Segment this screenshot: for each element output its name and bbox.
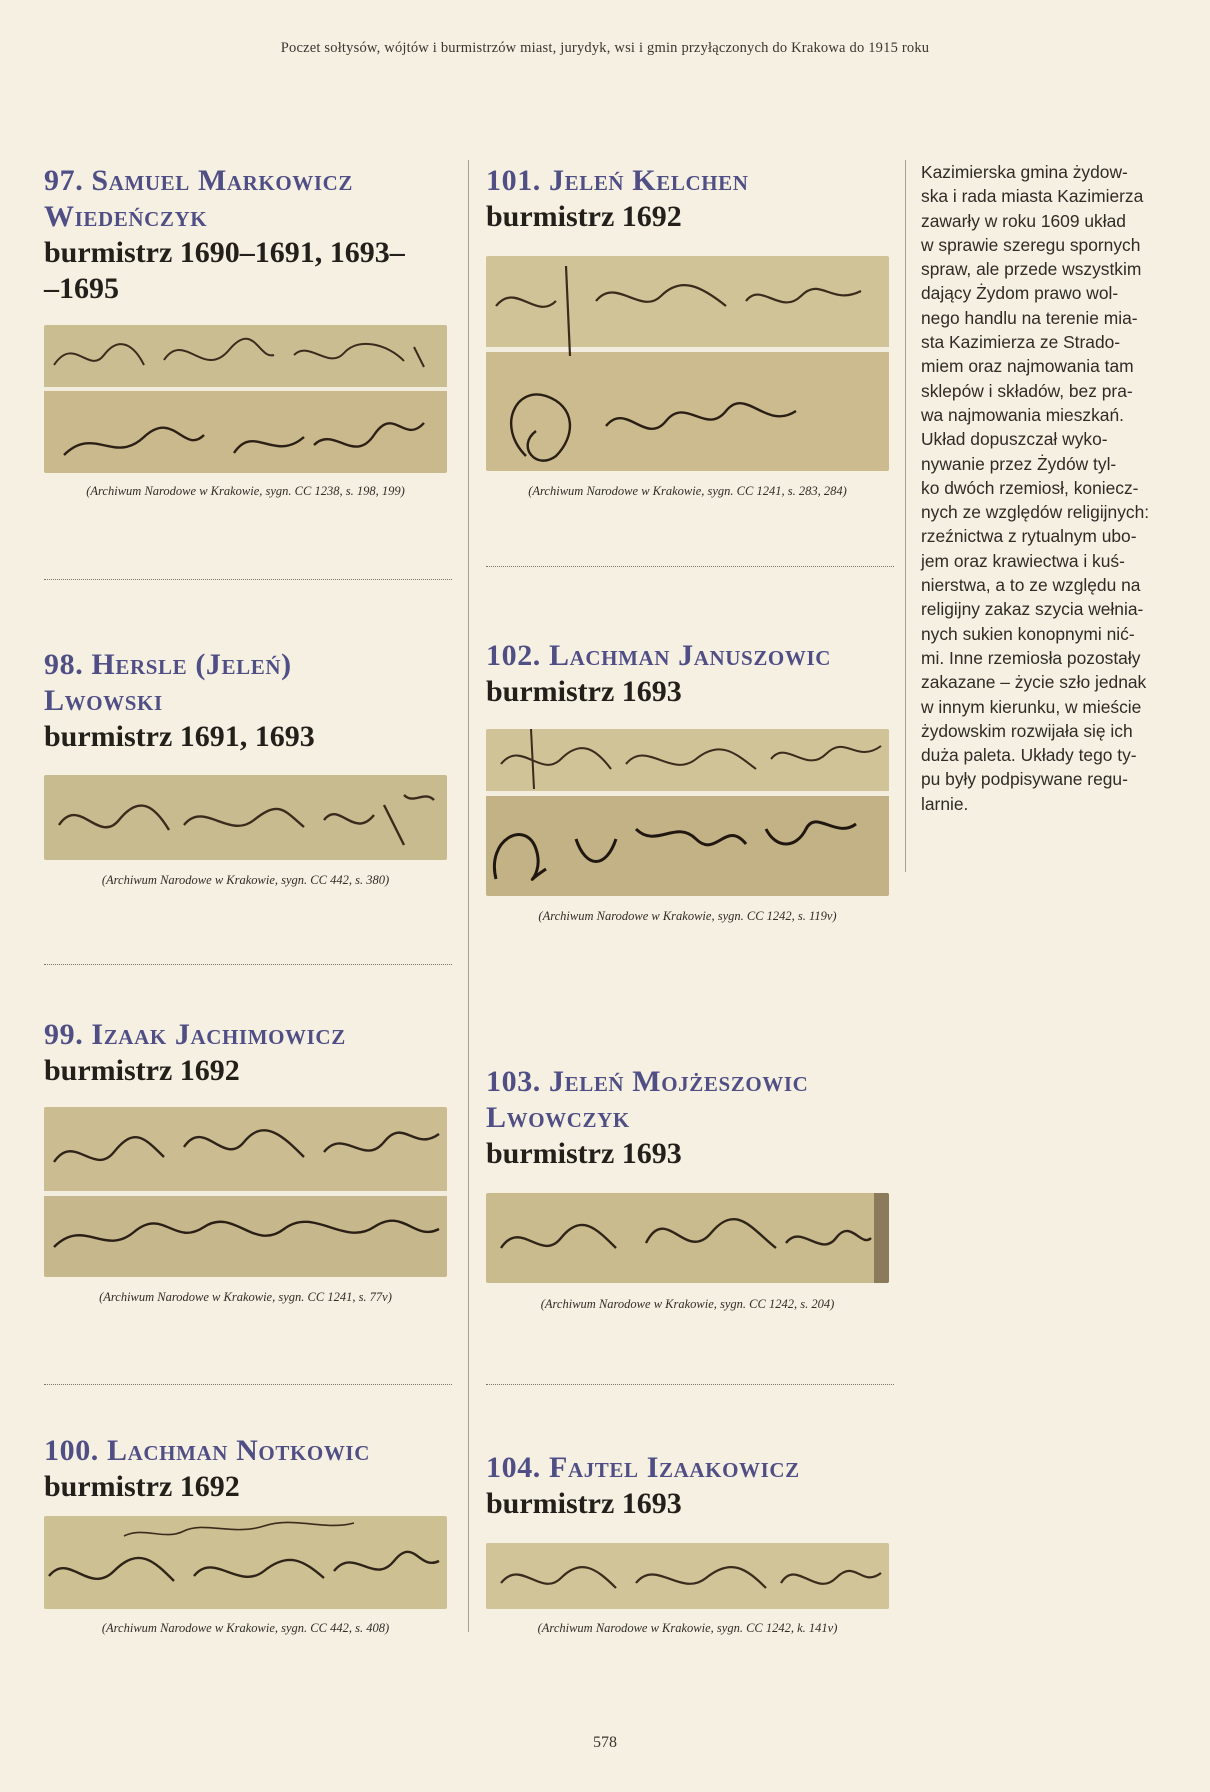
entry-title — [486, 1450, 898, 1486]
sidebar-line: Układ dopuszczał wyko- — [921, 429, 1108, 450]
sidebar-line: duża paleta. Układy tego ty- — [921, 745, 1137, 766]
entry-number: 102. — [486, 639, 541, 672]
signature-image — [44, 325, 447, 473]
entry-number: 97. — [44, 164, 84, 197]
sidebar-line: wa najmowania mieszkań. — [921, 404, 1124, 425]
entry-104 — [486, 1450, 898, 1522]
entry-office: burmistrz 1693 — [486, 675, 682, 708]
signature-image — [486, 729, 889, 896]
sidebar-line: jem oraz krawiectwa i kuś- — [921, 550, 1125, 571]
signature-image — [44, 1107, 447, 1277]
entry-name: Fajtel Izaakowicz — [549, 1451, 800, 1484]
entry-number: 104. — [486, 1451, 541, 1484]
source-caption: (Archiwum Narodowe w Krakowie, sygn. CC 442, s. 408) — [101, 1621, 390, 1635]
sidebar-line: nych sukien konopnymi nić- — [921, 623, 1135, 644]
signature-image — [44, 775, 447, 860]
entry-title — [44, 163, 456, 235]
sidebar-line: w innym kierunku, w mieście — [921, 696, 1142, 717]
sidebar-line: sta Kazimierza ze Strado- — [921, 332, 1121, 353]
source-caption: (Archiwum Narodowe w Krakowie, sygn. CC 1241, s. 77v) — [99, 1290, 392, 1304]
sidebar-line: miem oraz najmowania tam — [921, 356, 1134, 377]
entry-102 — [486, 638, 898, 710]
column-rule-right — [905, 160, 906, 872]
entry-office: burmistrz 1692 — [44, 1054, 240, 1087]
sidebar-line: ska i rada miasta Kazimierza — [921, 186, 1144, 207]
sidebar-line: pu były podpisywane regu- — [921, 769, 1128, 790]
page-number: 578 — [593, 1734, 617, 1751]
entry-number: 98. — [44, 648, 84, 681]
signature-image — [486, 256, 889, 471]
entry-title — [486, 638, 898, 674]
source-caption: (Archiwum Narodowe w Krakowie, sygn. CC 1238, s. 198, 199) — [86, 484, 405, 498]
entry-title — [44, 647, 456, 719]
entry-number: 99. — [44, 1018, 84, 1051]
sidebar-line: zakazane – życie szło jednak — [921, 672, 1147, 693]
entry-97 — [44, 163, 456, 307]
sidebar-line: rzeźnictwa z rytualnym ubo- — [921, 526, 1137, 547]
entry-title — [44, 1433, 456, 1469]
source-caption: (Archiwum Narodowe w Krakowie, sygn. CC 1241, s. 283, 284) — [528, 484, 847, 498]
entry-title — [44, 1017, 456, 1053]
sidebar-line: nych ze względów religijnych: — [921, 502, 1150, 523]
sidebar-line: nywanie przez Żydów tyl- — [921, 453, 1117, 474]
entry-name: Izaak Jachimowicz — [91, 1018, 346, 1051]
entry-99 — [44, 1017, 456, 1089]
source-caption: (Archiwum Narodowe w Krakowie, sygn. CC 1242, s. 119v) — [538, 909, 837, 923]
entry-title — [486, 1064, 898, 1136]
sidebar-line: żydowskim rozwijała się ich — [921, 720, 1133, 741]
sidebar-line: Kazimierska gmina żydow- — [921, 162, 1128, 182]
sidebar-line: nego handlu na terenie mia- — [921, 307, 1138, 328]
entry-office: burmistrz 1690–1691, 1693– –1695 — [44, 236, 405, 305]
entry-101 — [486, 163, 898, 235]
entry-name: Lachman Januszowic — [549, 639, 831, 672]
sidebar-line: w sprawie szeregu spornych — [921, 234, 1141, 255]
signature-image — [44, 1516, 447, 1609]
entry-office: burmistrz 1693 — [486, 1137, 682, 1170]
sidebar-line: sklepów i składów, bez pra- — [921, 380, 1133, 401]
sidebar-line: mi. Inne rzemiosła pozostały — [921, 647, 1141, 668]
sidebar-text — [921, 160, 1187, 816]
entry-name: Jeleń Mojżeszowic Lwowczyk — [486, 1065, 809, 1134]
column-rule-left — [468, 160, 469, 1632]
source-caption: (Archiwum Narodowe w Krakowie, sygn. CC 1242, k. 141v) — [537, 1621, 838, 1635]
entry-office: burmistrz 1692 — [44, 1470, 240, 1503]
entry-office: burmistrz 1691, 1693 — [44, 720, 315, 753]
sidebar-line: zawarły w roku 1609 układ — [921, 210, 1126, 231]
entry-name: Samuel Markowicz Wiedeńczyk — [44, 164, 354, 233]
divider — [44, 579, 452, 580]
entry-office: burmistrz 1692 — [486, 200, 682, 233]
divider — [486, 566, 894, 567]
sidebar-line: nierstwa, a to ze względu na — [921, 575, 1141, 596]
entry-title — [486, 163, 898, 199]
entry-name: Lachman Notkowic — [107, 1434, 370, 1467]
entry-name: Jeleń Kelchen — [549, 164, 749, 197]
signature-image — [486, 1193, 889, 1283]
divider — [44, 1384, 452, 1385]
sidebar-line: religijny zakaz szycia wełnia- — [921, 599, 1144, 620]
sidebar-line: larnie. — [921, 793, 969, 814]
entry-103 — [486, 1064, 898, 1172]
entry-100 — [44, 1433, 456, 1505]
divider — [44, 964, 452, 965]
source-caption: (Archiwum Narodowe w Krakowie, sygn. CC 442, s. 380) — [101, 873, 390, 887]
entry-number: 101. — [486, 164, 541, 197]
sidebar-line: spraw, ale przede wszystkim — [921, 259, 1142, 280]
divider — [486, 1384, 894, 1385]
source-caption: (Archiwum Narodowe w Krakowie, sygn. CC 1242, s. 204) — [540, 1297, 835, 1311]
sidebar-line: dający Żydom prawo wol- — [921, 283, 1119, 304]
entry-98 — [44, 647, 456, 755]
entry-number: 100. — [44, 1434, 99, 1467]
running-header: Poczet sołtysów, wójtów i burmistrzów miast, jurydyk, wsi i gmin przyłączonych do Krakowa do 1915 roku — [280, 40, 930, 56]
entry-number: 103. — [486, 1065, 541, 1098]
entry-name: Hersle (Jeleń) Lwowski — [44, 648, 292, 717]
entry-office: burmistrz 1693 — [486, 1487, 682, 1520]
signature-image — [486, 1543, 889, 1609]
sidebar-line: ko dwóch rzemiosł, koniecz- — [921, 477, 1139, 498]
